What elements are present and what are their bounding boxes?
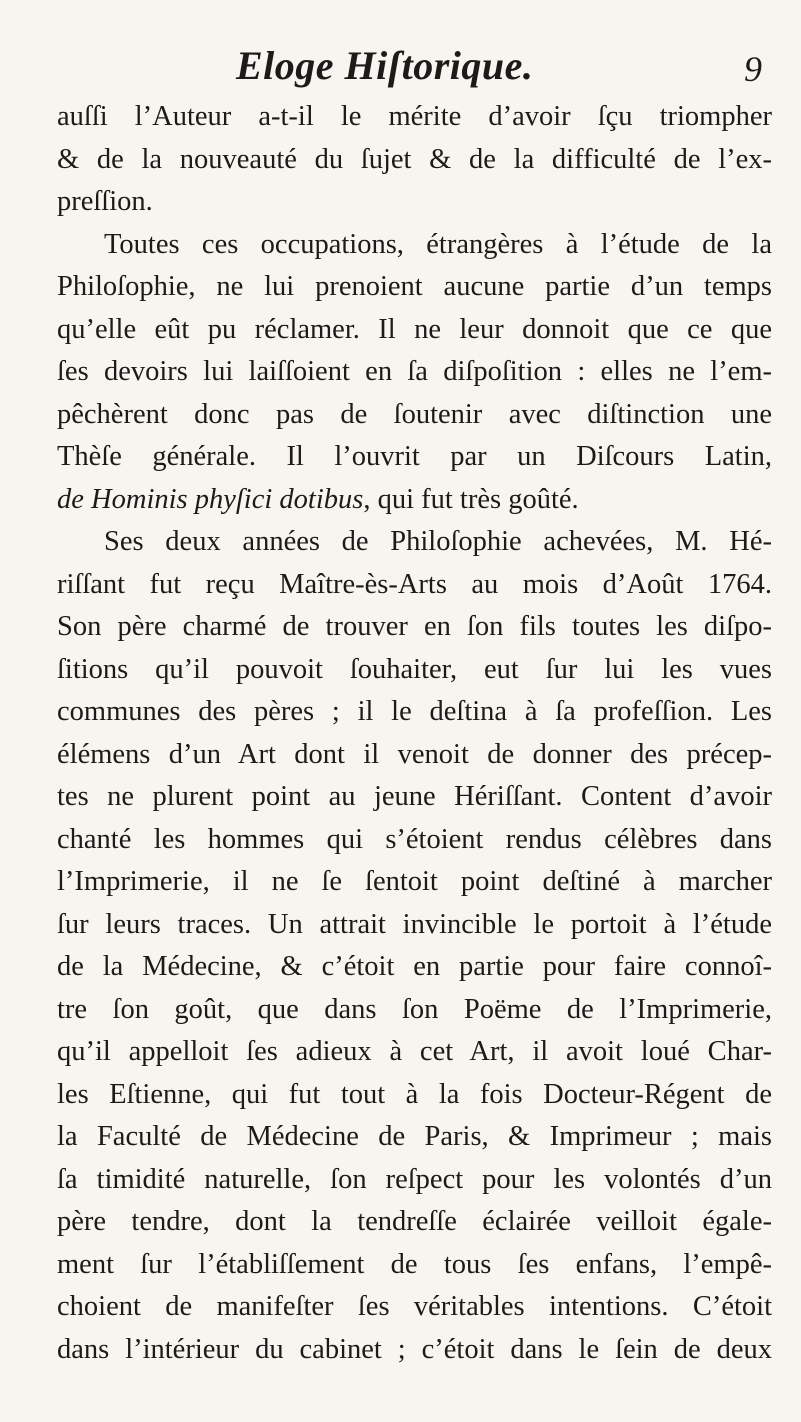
text-line: père tendre, dont la tendreſſe éclairée veilloit égale- xyxy=(57,1206,772,1237)
text-line: l’Imprimerie, il ne ſe ſentoit point deſtiné à marcher xyxy=(57,866,772,897)
text-line: qu’il appelloit ſes adieux à cet Art, il avoit loué Char- xyxy=(57,1036,772,1067)
text-line: choient de manifeſter ſes véritables intentions. C’étoit xyxy=(57,1291,772,1322)
text-line: ment ſur l’établiſſement de tous ſes enfans, l’empê- xyxy=(57,1248,772,1280)
text-line: la Faculté de Médecine de Paris, & Imprimeur ; mais xyxy=(57,1121,772,1152)
text-line: ſur leurs traces. Un attrait invincible le portoit à l’étude xyxy=(57,908,772,940)
italic-title: de Hominis phyſici dotibus xyxy=(57,483,364,515)
running-title: Eloge Hiſtorique. xyxy=(236,43,534,88)
text-line: auſſi l’Auteur a-t-il le mérite d’avoir ſçu triompher xyxy=(57,101,772,132)
page-number: 9 xyxy=(744,49,762,89)
text-line: ſa timidité naturelle, ſon reſpect pour les volontés d’un xyxy=(57,1163,772,1195)
text-line: pêchèrent donc pas de ſoutenir avec diſtinction une xyxy=(57,398,772,430)
text-line: dans l’intérieur du cabinet ; c’étoit dans le ſein de deux xyxy=(57,1333,772,1365)
text-line: & de la nouveauté du ſujet & de la difficulté de l’ex- xyxy=(57,143,772,175)
text-line: élémens d’un Art dont il venoit de donner des précep- xyxy=(57,738,772,770)
text-line: Toutes ces occupations, étrangères à l’étude de la xyxy=(104,228,772,260)
text-line: Thèſe générale. Il l’ouvrit par un Diſcours Latin, xyxy=(57,441,772,472)
text-line: ſes devoirs lui laiſſoient en ſa diſpoſition : elles ne l’em- xyxy=(57,356,772,387)
text-line: communes des pères ; il le deſtina à ſa profeſſion. Les xyxy=(57,696,772,727)
text-line: de la Médecine, & c’étoit en partie pour faire connoî- xyxy=(57,951,772,982)
text-line: les Eſtienne, qui fut tout à la fois Docteur-Régent de xyxy=(57,1078,772,1110)
text-line: qu’elle eût pu réclamer. Il ne leur donnoit que ce que xyxy=(57,313,772,345)
text-line: chanté les hommes qui s’étoient rendus célèbres dans xyxy=(57,823,772,855)
text-line: tre ſon goût, que dans ſon Poëme de l’Imprimerie, xyxy=(57,993,772,1025)
text-line: preſſion. xyxy=(57,186,153,217)
text-line: ſitions qu’il pouvoit ſouhaiter, eut ſur lui les vues xyxy=(57,653,772,685)
text-line: riſſant fut reçu Maître-ès-Arts au mois d’Août 1764. xyxy=(57,568,772,600)
text-line: Philoſophie, ne lui prenoient aucune partie d’un temps xyxy=(57,271,772,302)
text-line: Ses deux années de Philoſophie achevées, M. Hé- xyxy=(104,526,772,557)
text-line: Son père charmé de trouver en ſon fils toutes les diſpo- xyxy=(57,611,772,642)
text-line xyxy=(57,479,772,522)
body-text xyxy=(57,96,772,1371)
text-line: tes ne plurent point au jeune Hériſſant. Content d’avoir xyxy=(57,781,772,812)
text-fragment: , qui fut très goûté. xyxy=(363,483,579,515)
